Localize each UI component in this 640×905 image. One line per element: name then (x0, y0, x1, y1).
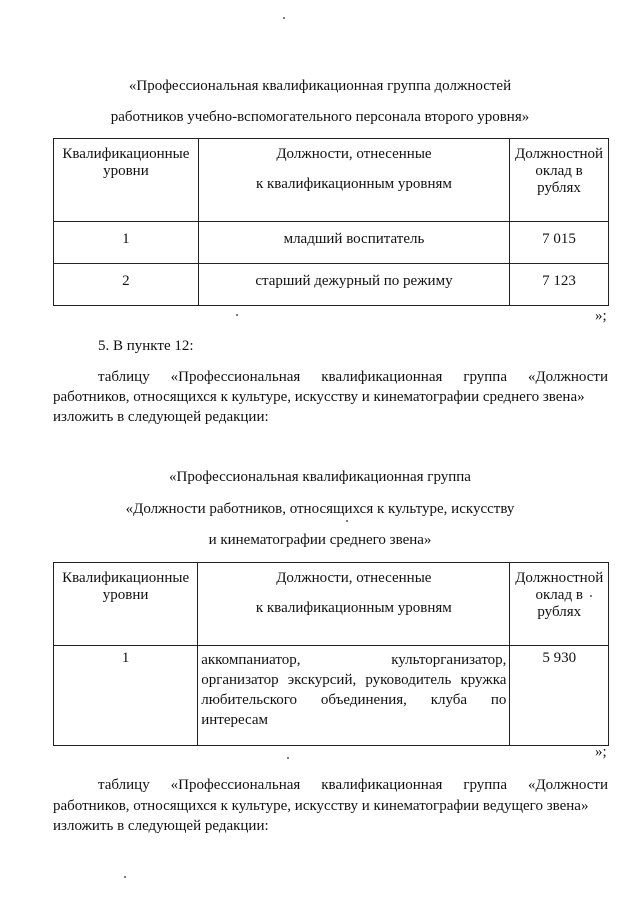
table-header-row (54, 139, 609, 222)
table-row (54, 264, 609, 306)
paragraph-line: работников, относящихся к культуре, искусству и кинематографии среднего звена» (53, 389, 585, 405)
paragraph-line: изложить в следующей редакции: (53, 818, 269, 834)
salary-table-1 (53, 138, 609, 306)
section1-title-line2: работников учебно-вспомогательного персонала второго уровня» (110, 109, 530, 125)
row-level: 1 (54, 646, 198, 746)
table-row (54, 646, 609, 746)
closing-quote: »; (595, 308, 607, 324)
scan-speck (283, 17, 285, 19)
paragraph-line: работников, относящихся к культуре, искусству и кинематографии ведущего звена» (53, 798, 589, 814)
row-salary: 5 930 (510, 646, 609, 746)
closing-quote: »; (595, 744, 607, 760)
scan-speck (236, 314, 238, 316)
scan-speck (346, 520, 348, 522)
row-salary: 7 123 (510, 264, 609, 306)
section2-title-line1: «Профессиональная квалификационная группа (169, 469, 471, 485)
header-salary: Должностной оклад в рублях (510, 139, 609, 222)
row-salary: 7 015 (510, 222, 609, 264)
paragraph-line: изложить в следующей редакции: (53, 409, 269, 425)
table-header-row (54, 563, 609, 646)
row-position: аккомпаниатор, культорганизатор, организатор экскурсий, руководитель кружка любительского объединения, клуба по интересам (198, 646, 510, 746)
header-positions: Должности, отнесенные к квалификационным уровням (198, 139, 509, 222)
scan-speck (287, 757, 289, 759)
table-row (54, 222, 609, 264)
section2-title-line2: «Должности работников, относящихся к культуре, искусству (125, 501, 515, 517)
header-levels: Квалификационные уровни (54, 563, 198, 646)
scan-speck (590, 595, 592, 597)
salary-table-2 (53, 562, 609, 746)
point-heading: 5. В пункте 12: (98, 338, 194, 354)
header-positions: Должности, отнесенные к квалификационным уровням (198, 563, 510, 646)
scan-speck (124, 876, 126, 878)
row-level: 2 (54, 264, 199, 306)
row-position: младший воспитатель (198, 222, 509, 264)
header-levels: Квалификационные уровни (54, 139, 199, 222)
section1-title-line1: «Профессиональная квалификационная группа должностей (128, 78, 512, 94)
row-position: старший дежурный по режиму (198, 264, 509, 306)
section2-title-line3: и кинематографии среднего звена» (208, 532, 432, 548)
paragraph-line: таблицу «Профессиональная квалификационная группа «Должности (98, 369, 608, 385)
paragraph-line: таблицу «Профессиональная квалификационная группа «Должности (98, 777, 608, 793)
row-level: 1 (54, 222, 199, 264)
header-salary: Должностной оклад в рублях (510, 563, 609, 646)
